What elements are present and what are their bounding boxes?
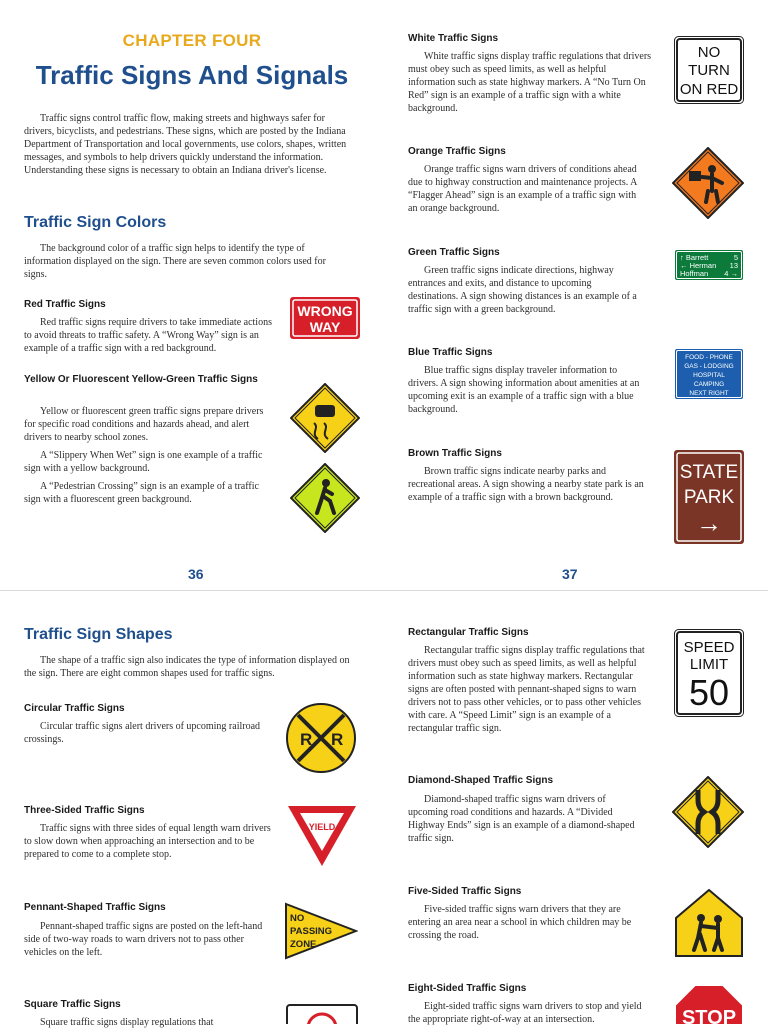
stop-text: STOP bbox=[681, 1007, 737, 1024]
guide-row3-name: Hoffman bbox=[680, 269, 709, 278]
guide-row3-dist: 4 → bbox=[724, 269, 738, 278]
white-signs-heading: White Traffic Signs bbox=[408, 33, 499, 44]
yellow-signs-text2: A “Slippery When Wet” sign is one example of a traffic sign with a yellow background. bbox=[24, 450, 263, 474]
speed-limit-line1: SPEED bbox=[683, 639, 735, 656]
green-signs-text: Green traffic signs indicate directions, highway entrances and exits, and distance to upcoming destinations. A sign showing distances is an example of a traffic sign with a green background. bbox=[408, 265, 637, 315]
blue-signs-heading: Blue Traffic Signs bbox=[408, 347, 493, 358]
square-sign-partial bbox=[286, 1004, 358, 1024]
rectangular-text: Rectangular traffic signs display traffic regulations that drivers must obey such as speed limits, as well as helpful information such as state highway markers. Rectangular signs are often posted with pennant-shaped signs to warn drivers not to pass other vehicles, or to pass other vehicles with care. A “Speed Limit” sign is an example of a rectangular traffic sign. bbox=[408, 645, 645, 734]
wrong-way-line1: WRONG bbox=[297, 303, 353, 319]
diamond-text: Diamond-shaped traffic signs warn drivers of upcoming road conditions and hazards. A “Divided Highway Ends” sign is an example of a diamond-shaped traffic sign. bbox=[408, 794, 635, 844]
rectangular-heading: Rectangular Traffic Signs bbox=[408, 627, 529, 638]
eight-sided-text: Eight-sided traffic signs warn drivers to stop and yield the appropriate right-of-way at an intersection. bbox=[408, 1001, 642, 1025]
rr-letter-left: R bbox=[300, 730, 313, 749]
shapes-intro: The shape of a traffic sign also indicates the type of information displayed on the sign. There are eight common shapes used for traffic signs. bbox=[24, 655, 350, 679]
shapes-heading: Traffic Sign Shapes bbox=[24, 626, 173, 643]
speed-limit-value: 50 bbox=[688, 672, 730, 713]
no-turn-on-red-sign bbox=[674, 36, 744, 104]
blue-services-sign bbox=[675, 349, 743, 399]
square-text: Square traffic signs display regulations that bbox=[40, 1017, 214, 1028]
yellow-signs-text1: Yellow or fluorescent green traffic signs prepare drivers for specific road conditions and hazards ahead, and alert drivers to nearby school zones. bbox=[24, 406, 264, 443]
orange-signs-heading: Orange Traffic Signs bbox=[408, 146, 506, 157]
railroad-crossing-sign bbox=[286, 703, 356, 773]
speed-limit-line2: LIMIT bbox=[689, 656, 729, 673]
no-turn-line2: TURN bbox=[688, 62, 730, 79]
page-number-37: 37 bbox=[562, 566, 578, 582]
state-park-sign bbox=[674, 450, 744, 544]
blue-line3: HOSPITAL bbox=[693, 372, 725, 379]
three-sided-heading: Three-Sided Traffic Signs bbox=[24, 805, 145, 816]
stop-sign bbox=[674, 984, 744, 1024]
slippery-when-wet-sign bbox=[290, 383, 360, 453]
state-park-arrow: → bbox=[696, 508, 722, 538]
yellow-signs-heading: Yellow Or Fluorescent Yellow-Green Traffic Signs bbox=[24, 374, 258, 385]
colors-heading: Traffic Sign Colors bbox=[24, 214, 167, 231]
no-passing-line1: NO bbox=[290, 913, 305, 924]
page-number-36: 36 bbox=[188, 566, 204, 582]
diamond-heading: Diamond-Shaped Traffic Signs bbox=[408, 775, 554, 786]
guide-row1-dist: 5 bbox=[733, 253, 738, 262]
blue-line1: FOOD - PHONE bbox=[685, 354, 733, 361]
green-guide-sign bbox=[675, 250, 743, 280]
guide-row1-name: ↑ Barrett bbox=[680, 253, 709, 262]
page-title: Traffic Signs And Signals bbox=[35, 60, 349, 90]
orange-signs-text: Orange traffic signs warn drivers of conditions ahead due to highway construction and maintenance projects. A “Flagger Ahead” sign is an example of a traffic sign with an orange background. bbox=[408, 164, 637, 214]
state-park-line2: PARK bbox=[683, 487, 735, 508]
flagger-ahead-sign bbox=[672, 147, 744, 219]
red-signs-heading: Red Traffic Signs bbox=[24, 299, 106, 310]
colors-intro: The background color of a traffic sign helps to identify the type of information displayed on the sign. There are seven common colors used for signs. bbox=[24, 243, 326, 280]
pedestrian-crossing-sign bbox=[290, 463, 360, 533]
no-passing-line3: ZONE bbox=[290, 939, 317, 950]
square-heading: Square Traffic Signs bbox=[24, 999, 121, 1010]
wrong-way-line2: WAY bbox=[309, 319, 341, 335]
page-divider bbox=[0, 590, 768, 591]
guide-row2-dist: 13 bbox=[729, 261, 738, 270]
guide-row2-name: ← Herman bbox=[680, 261, 717, 270]
yellow-signs-text3: A “Pedestrian Crossing” sign is an example of a traffic sign with a fluorescent green background. bbox=[24, 481, 259, 505]
five-sided-text: Five-sided traffic signs warn drivers that they are entering an area near a school in which children may be crossing the road. bbox=[408, 904, 632, 941]
school-zone-sign bbox=[674, 888, 744, 958]
state-park-line1: STATE bbox=[679, 462, 739, 483]
pennant-heading: Pennant-Shaped Traffic Signs bbox=[24, 902, 166, 913]
no-passing-zone-sign bbox=[284, 902, 358, 960]
eight-sided-heading: Eight-Sided Traffic Signs bbox=[408, 983, 527, 994]
no-passing-line2: PASSING bbox=[290, 926, 333, 937]
blue-line5: NEXT RIGHT bbox=[689, 390, 729, 397]
three-sided-text: Traffic signs with three sides of equal length warn drivers to slow down when approaching an intersection and to be prepared to come to a complete stop. bbox=[24, 823, 271, 860]
wrong-way-sign bbox=[290, 297, 360, 339]
divided-highway-ends-sign bbox=[672, 776, 744, 848]
green-signs-heading: Green Traffic Signs bbox=[408, 247, 500, 258]
pennant-text: Pennant-shaped traffic signs are posted on the left-hand side of two-way roads to warn drivers not to pass other vehicles on the left. bbox=[24, 921, 263, 958]
yield-text: YIELD bbox=[308, 822, 336, 832]
blue-line2: GAS - LODGING bbox=[684, 363, 734, 370]
yield-sign bbox=[286, 804, 358, 868]
blue-signs-text: Blue traffic signs display traveler information to drivers. A sign showing information about amenities at an upcoming exit is an example of a traffic sign with a blue background. bbox=[408, 365, 640, 415]
white-signs-text: White traffic signs display traffic regulations that drivers must obey such as speed limits, as well as helpful information such as state highway markers. A “No Turn On Red” sign is an example of a traffic sign with a white background. bbox=[408, 51, 652, 114]
circular-signs-text: Circular traffic signs alert drivers of upcoming railroad crossings. bbox=[24, 721, 261, 745]
brown-signs-text: Brown traffic signs indicate nearby parks and recreational areas. A sign showing a nearby state park is an example of a traffic sign with a brown background. bbox=[408, 466, 644, 503]
brown-signs-heading: Brown Traffic Signs bbox=[408, 448, 502, 459]
red-signs-text: Red traffic signs require drivers to take immediate actions to avoid threats to traffic safety. A “Wrong Way” sign is an example of a traffic sign with a red background. bbox=[24, 317, 272, 354]
intro-paragraph: Traffic signs control traffic flow, making streets and highways safer for drivers, bicyclists, and pedestrians. These signs, which are posted by the Indiana Department of Transportation and local governments, use colors, shapes, written messages, and symbols to help drivers quickly understand the information. Understanding these signs is necessary to obtain an Indiana driver's license. bbox=[24, 113, 347, 176]
circular-signs-heading: Circular Traffic Signs bbox=[24, 703, 125, 714]
no-turn-line1: NO bbox=[697, 44, 721, 61]
speed-limit-sign bbox=[674, 629, 744, 717]
no-turn-line3: ON RED bbox=[679, 81, 739, 98]
rr-letter-right: R bbox=[331, 730, 344, 749]
chapter-label: CHAPTER FOUR bbox=[122, 31, 262, 50]
blue-line4: CAMPING bbox=[693, 381, 725, 388]
five-sided-heading: Five-Sided Traffic Signs bbox=[408, 886, 522, 897]
